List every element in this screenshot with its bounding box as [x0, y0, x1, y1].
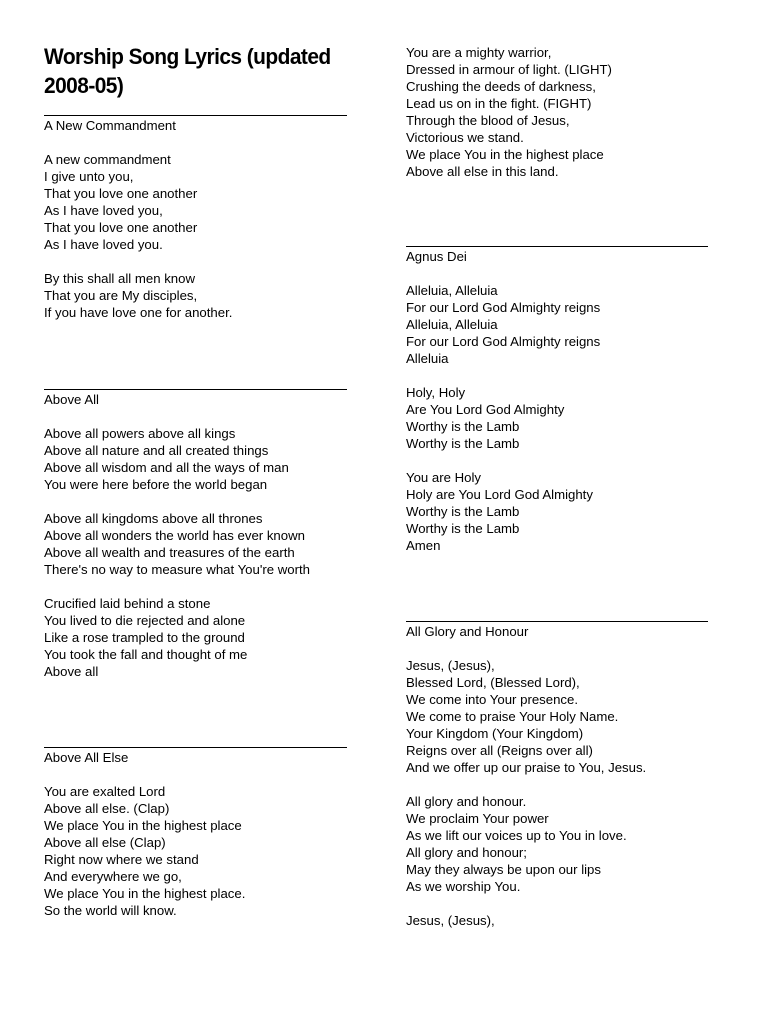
lyric-line: We come into Your presence. [406, 692, 579, 707]
section-divider [406, 621, 708, 622]
lyric-line: Dressed in armour of light. (LIGHT) [406, 62, 612, 77]
lyric-line: You took the fall and thought of me [44, 647, 248, 662]
lyric-line: All glory and honour; [406, 845, 527, 860]
lyric-line: Worthy is the Lamb [406, 419, 520, 434]
lyric-line: And everywhere we go, [44, 869, 182, 884]
section-divider [44, 115, 347, 116]
lyric-line: May they always be upon our lips [406, 862, 601, 877]
song-title: Above All [44, 392, 99, 407]
lyric-line: All glory and honour. [406, 794, 527, 809]
song-title: All Glory and Honour [406, 624, 529, 639]
lyric-line: We proclaim Your power [406, 811, 549, 826]
lyric-line: Are You Lord God Almighty [406, 402, 565, 417]
section-divider [44, 747, 347, 748]
lyric-line: So the world will know. [44, 903, 177, 918]
lyric-line: Worthy is the Lamb [406, 504, 520, 519]
song-above-all-else [44, 749, 245, 919]
lyric-line: We place You in the highest place [406, 147, 604, 162]
lyric-line: Through the blood of Jesus, [406, 113, 570, 128]
song-above-all [44, 391, 310, 680]
lyric-line: We come to praise Your Holy Name. [406, 709, 619, 724]
lyric-line: Above all wealth and treasures of the earth [44, 545, 295, 560]
lyric-line: For our Lord God Almighty reigns [406, 334, 601, 349]
lyric-line: Above all nature and all created things [44, 443, 269, 458]
lyric-line: You are exalted Lord [44, 784, 166, 799]
document-title [44, 42, 331, 100]
lyric-line: As we lift our voices up to You in love. [406, 828, 627, 843]
lyric-line: Above all wonders the world has ever known [44, 528, 305, 543]
lyric-line: Above all powers above all kings [44, 426, 236, 441]
section-divider [406, 246, 708, 247]
lyric-line: Crucified laid behind a stone [44, 596, 211, 611]
lyric-line: Worthy is the Lamb [406, 521, 520, 536]
lyric-line: For our Lord God Almighty reigns [406, 300, 601, 315]
lyric-line: Above all [44, 664, 99, 679]
lyric-line: Above all wisdom and all the ways of man [44, 460, 289, 475]
lyric-line: And we offer up our praise to You, Jesus. [406, 760, 647, 775]
lyric-line: There's no way to measure what You're worth [44, 562, 310, 577]
lyric-line: You lived to die rejected and alone [44, 613, 246, 628]
lyric-line: Above all else. (Clap) [44, 801, 170, 816]
song-above-all-else-continued [406, 44, 612, 180]
lyric-line: As I have loved you, [44, 203, 163, 218]
lyric-line: If you have love one for another. [44, 305, 233, 320]
lyric-line: As I have loved you. [44, 237, 163, 252]
lyric-line: Amen [406, 538, 441, 553]
lyric-line: Holy are You Lord God Almighty [406, 487, 593, 502]
lyric-line: We place You in the highest place. [44, 886, 246, 901]
lyric-line: Alleluia [406, 351, 449, 366]
lyric-line: Jesus, (Jesus), [406, 658, 495, 673]
lyric-line: Like a rose trampled to the ground [44, 630, 245, 645]
lyric-line: That you are My disciples, [44, 288, 198, 303]
lyric-line: Crushing the deeds of darkness, [406, 79, 596, 94]
song-agnus-dei [406, 248, 600, 554]
lyric-line: Alleluia, Alleluia [406, 283, 498, 298]
lyric-line: That you love one another [44, 186, 198, 201]
lyric-line: Victorious we stand. [406, 130, 524, 145]
lyric-line: We place You in the highest place [44, 818, 242, 833]
title-line: 2008-05) [44, 73, 124, 98]
song-title: A New Commandment [44, 118, 176, 133]
title-line: Worship Song Lyrics (updated [44, 44, 331, 69]
lyric-line: Jesus, (Jesus), [406, 913, 495, 928]
lyric-line: I give unto you, [44, 169, 134, 184]
lyric-line: Above all else in this land. [406, 164, 559, 179]
lyric-line: Reigns over all (Reigns over all) [406, 743, 593, 758]
lyric-line: Holy, Holy [406, 385, 466, 400]
lyric-line: As we worship You. [406, 879, 521, 894]
song-title: Above All Else [44, 750, 129, 765]
lyric-line: That you love one another [44, 220, 198, 235]
lyric-line: Lead us on in the fight. (FIGHT) [406, 96, 592, 111]
lyric-line: Alleluia, Alleluia [406, 317, 498, 332]
song-a-new-commandment [44, 117, 232, 321]
lyric-line: You are a mighty warrior, [406, 45, 552, 60]
lyric-line: You are Holy [406, 470, 482, 485]
song-all-glory-and-honour [406, 623, 646, 929]
lyric-line: You were here before the world began [44, 477, 268, 492]
section-divider [44, 389, 347, 390]
lyric-line: Right now where we stand [44, 852, 199, 867]
lyric-line: A new commandment [44, 152, 171, 167]
song-title: Agnus Dei [406, 249, 467, 264]
lyric-line: Above all kingdoms above all thrones [44, 511, 263, 526]
lyric-line: Worthy is the Lamb [406, 436, 520, 451]
lyric-line: Above all else (Clap) [44, 835, 166, 850]
lyric-line: Blessed Lord, (Blessed Lord), [406, 675, 580, 690]
lyric-line: Your Kingdom (Your Kingdom) [406, 726, 584, 741]
lyric-line: By this shall all men know [44, 271, 195, 286]
